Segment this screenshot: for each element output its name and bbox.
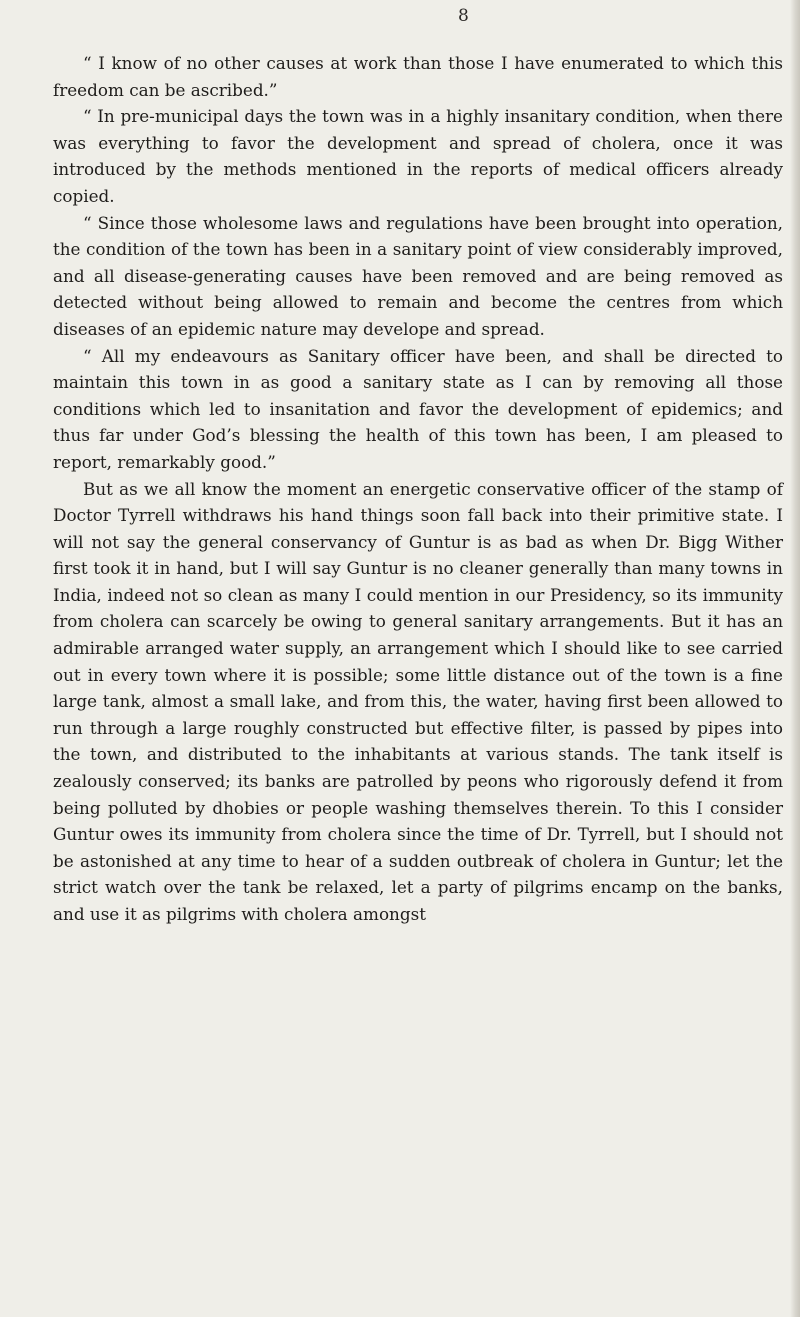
body-text xyxy=(53,50,783,928)
paragraph: But as we all know the moment an energetic conservative officer of the stamp of Doctor Tyrrell withdraws his hand things soon fall back into their primitive state. I will not say the general conservancy of Guntur is as bad as when Dr. Bigg Wither first took it in hand, but I will say Guntur is no cleaner generally than many towns in India, indeed not so clean as many I could mention in our Presidency, so its immunity from cholera can scarcely be owing to general sanitary arrangements. But it has an admirable arranged water supply, an arrangement which I should like to see carried out in every town where it is possible; some little distance out of the town is a fine large tank, almost a small lake, and from this, the water, having first been allowed to run through a large roughly constructed but effective filter, is passed by pipes into the town, and distributed to the inhabitants at various stands. The tank itself is zealously conserved; its banks are patrolled by peons who rigorously defend it from being polluted by dhobies or people washing themselves therein. To this I consider Guntur owes its immunity from cholera since the time of Dr. Tyrrell, but I should not be astonished at any time to hear of a sudden outbreak of cholera in Guntur; let the strict watch over the tank be relaxed, let a party of pilgrims encamp on the banks, and use it as pilgrims with cholera amongst xyxy=(53,478,783,924)
paragraph: “ In pre-municipal days the town was in a highly insanitary condition, when there was everything to favor the development and spread of cholera, once it was introduced by the methods mentioned in the reports of medical officers already copied. xyxy=(53,106,783,206)
page-number: 8 xyxy=(458,6,469,26)
paragraph: “ I know of no other causes at work than those I have enumerated to which this freedom can be ascribed.” xyxy=(53,53,783,100)
paragraph: “ Since those wholesome laws and regulations have been brought into operation, the condition of the town has been in a sanitary point of view considerably improved, and all disease-generating causes have been removed and are being removed as detected without being allowed to remain and become the centres from which diseases of an epidemic nature may develope and spread. xyxy=(53,212,783,339)
page-edge-shadow xyxy=(790,0,800,1317)
paragraph: “ All my endeavours as Sanitary officer have been, and shall be directed to maintain this town in as good a sanitary state as I can by removing all those conditions which led to insanitation and favor the development of epidemics; and thus far under God’s blessing the health of this town has been, I am pleased to report, remarkably good.” xyxy=(53,345,783,472)
